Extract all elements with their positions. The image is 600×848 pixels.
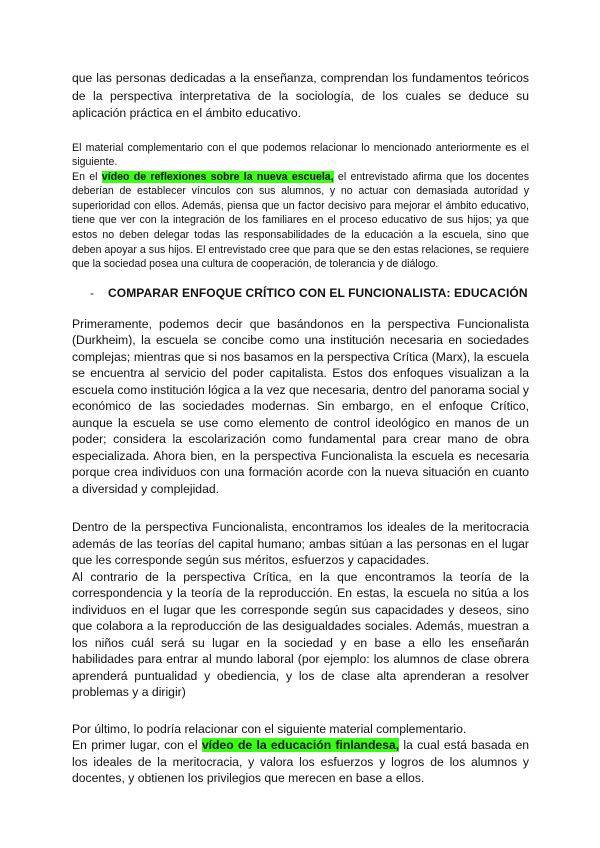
paragraph-video-finlandesa	[72, 737, 529, 787]
heading-bullet: -	[90, 285, 95, 300]
highlight-video-reflexiones: vídeo de reflexiones sobre la nueva escuela,	[101, 170, 334, 183]
paragraph-por-ultimo: Por último, lo podría relacionar con el siguiente material complementario.	[72, 721, 467, 736]
paragraph-material-intro: El material complementario con el que podemos relacionar lo mencionado anteriormente es el siguiente.	[72, 141, 529, 169]
text-prefix: En primer lugar, con el	[72, 738, 202, 753]
paragraph-critica: Al contrario de la perspectiva Crítica, en la que encontramos la teoría de la correspondencia y la teoría de la reproducción. En estas, la escuela no sitúa a los individuos en el lugar que les corresponde según sus capacidades y deseos, sino que colabora a la reproducción de las desigualdades sociales. Además, muestran a los niños cuál será su lugar en la sociedad y en base a ello les enseñarán habilidades para entrar al mundo laboral (por ejemplo: los alumnos de clase obrera aprenderá puntualidad y obediencia, y los de clase alta aprenderan a resolver problemas y a dirigir)	[72, 569, 529, 700]
paragraph-video-reflexiones	[72, 170, 529, 272]
text-rest: el entrevistado afirma que los docentes deberían de establecer vínculos con sus alumnos, y no actuar con demasiada autoridad y superioridad con ellos. Además, piensa que un factor decisivo para mejorar el ámbito educativo, tiene que ver con la integración de los familiares en el proceso educativo de sus hijos; ya que estos no deben delegar todas las responsabilidades de la educación a la escuela, sino que deben apoyar a sus hijos. El entrevistado cree que para que se den estas relaciones, se requiere que la sociedad posea una cultura de cooperación, de tolerancia y de diálogo.	[72, 170, 529, 271]
section-heading	[90, 286, 529, 300]
heading-text: COMPARAR ENFOQUE CRÍTICO CON EL FUNCIONALISTA: EDUCACIÓN	[108, 285, 528, 300]
highlight-video-finlandesa: vídeo de la educación finlandesa,	[201, 738, 400, 753]
paragraph-funcionalista: Dentro de la perspectiva Funcionalista, encontramos los ideales de la meritocracia además de las teorías del capital humano; ambas sitúan a las personas en el lugar que les corresponde según sus méritos, esfuerzos y capacidades.	[72, 520, 529, 568]
text-prefix: En el	[72, 170, 102, 183]
paragraph-primeramente: Primeramente, podemos decir que basándonos en la perspectiva Funcionalista (Durkheim), la escuela se concibe como una institución necesaria en sociedades complejas; mientras que si nos basamos en la perspectiva Crítica (Marx), la escuela se encuentra al servicio del poder capitalista. Estos dos enfoques visualizan a la escuela como institución lógica a la vez que necesaria, dentro del panorama social y económico de las sociedades modernas. Sin embargo, en el enfoque Crítico, aunque la escuela se use como elemento de control ideológico en manos de un poder; considera la escolarización como fundamental para crear mano de obra especializada. Ahora bien, en la perspectiva Funcionalista la escuela es necesaria porque crea individuos con una formación acorde con la nueva situación en cuanto a diversidad y complejidad.	[72, 316, 529, 496]
paragraph-intro: que las personas dedicadas a la enseñanza, comprendan los fundamentos teóricos de la perspectiva interpretativa de la sociología, de los cuales se deduce su aplicación práctica en el ámbito educativo.	[72, 71, 529, 120]
text-rest: la cual está basada en los ideales de la meritocracia, y valora los esfuerzos y logros de los alumnos y docentes, y obtienen los privilegios que merecen en base a ellos.	[72, 738, 529, 786]
